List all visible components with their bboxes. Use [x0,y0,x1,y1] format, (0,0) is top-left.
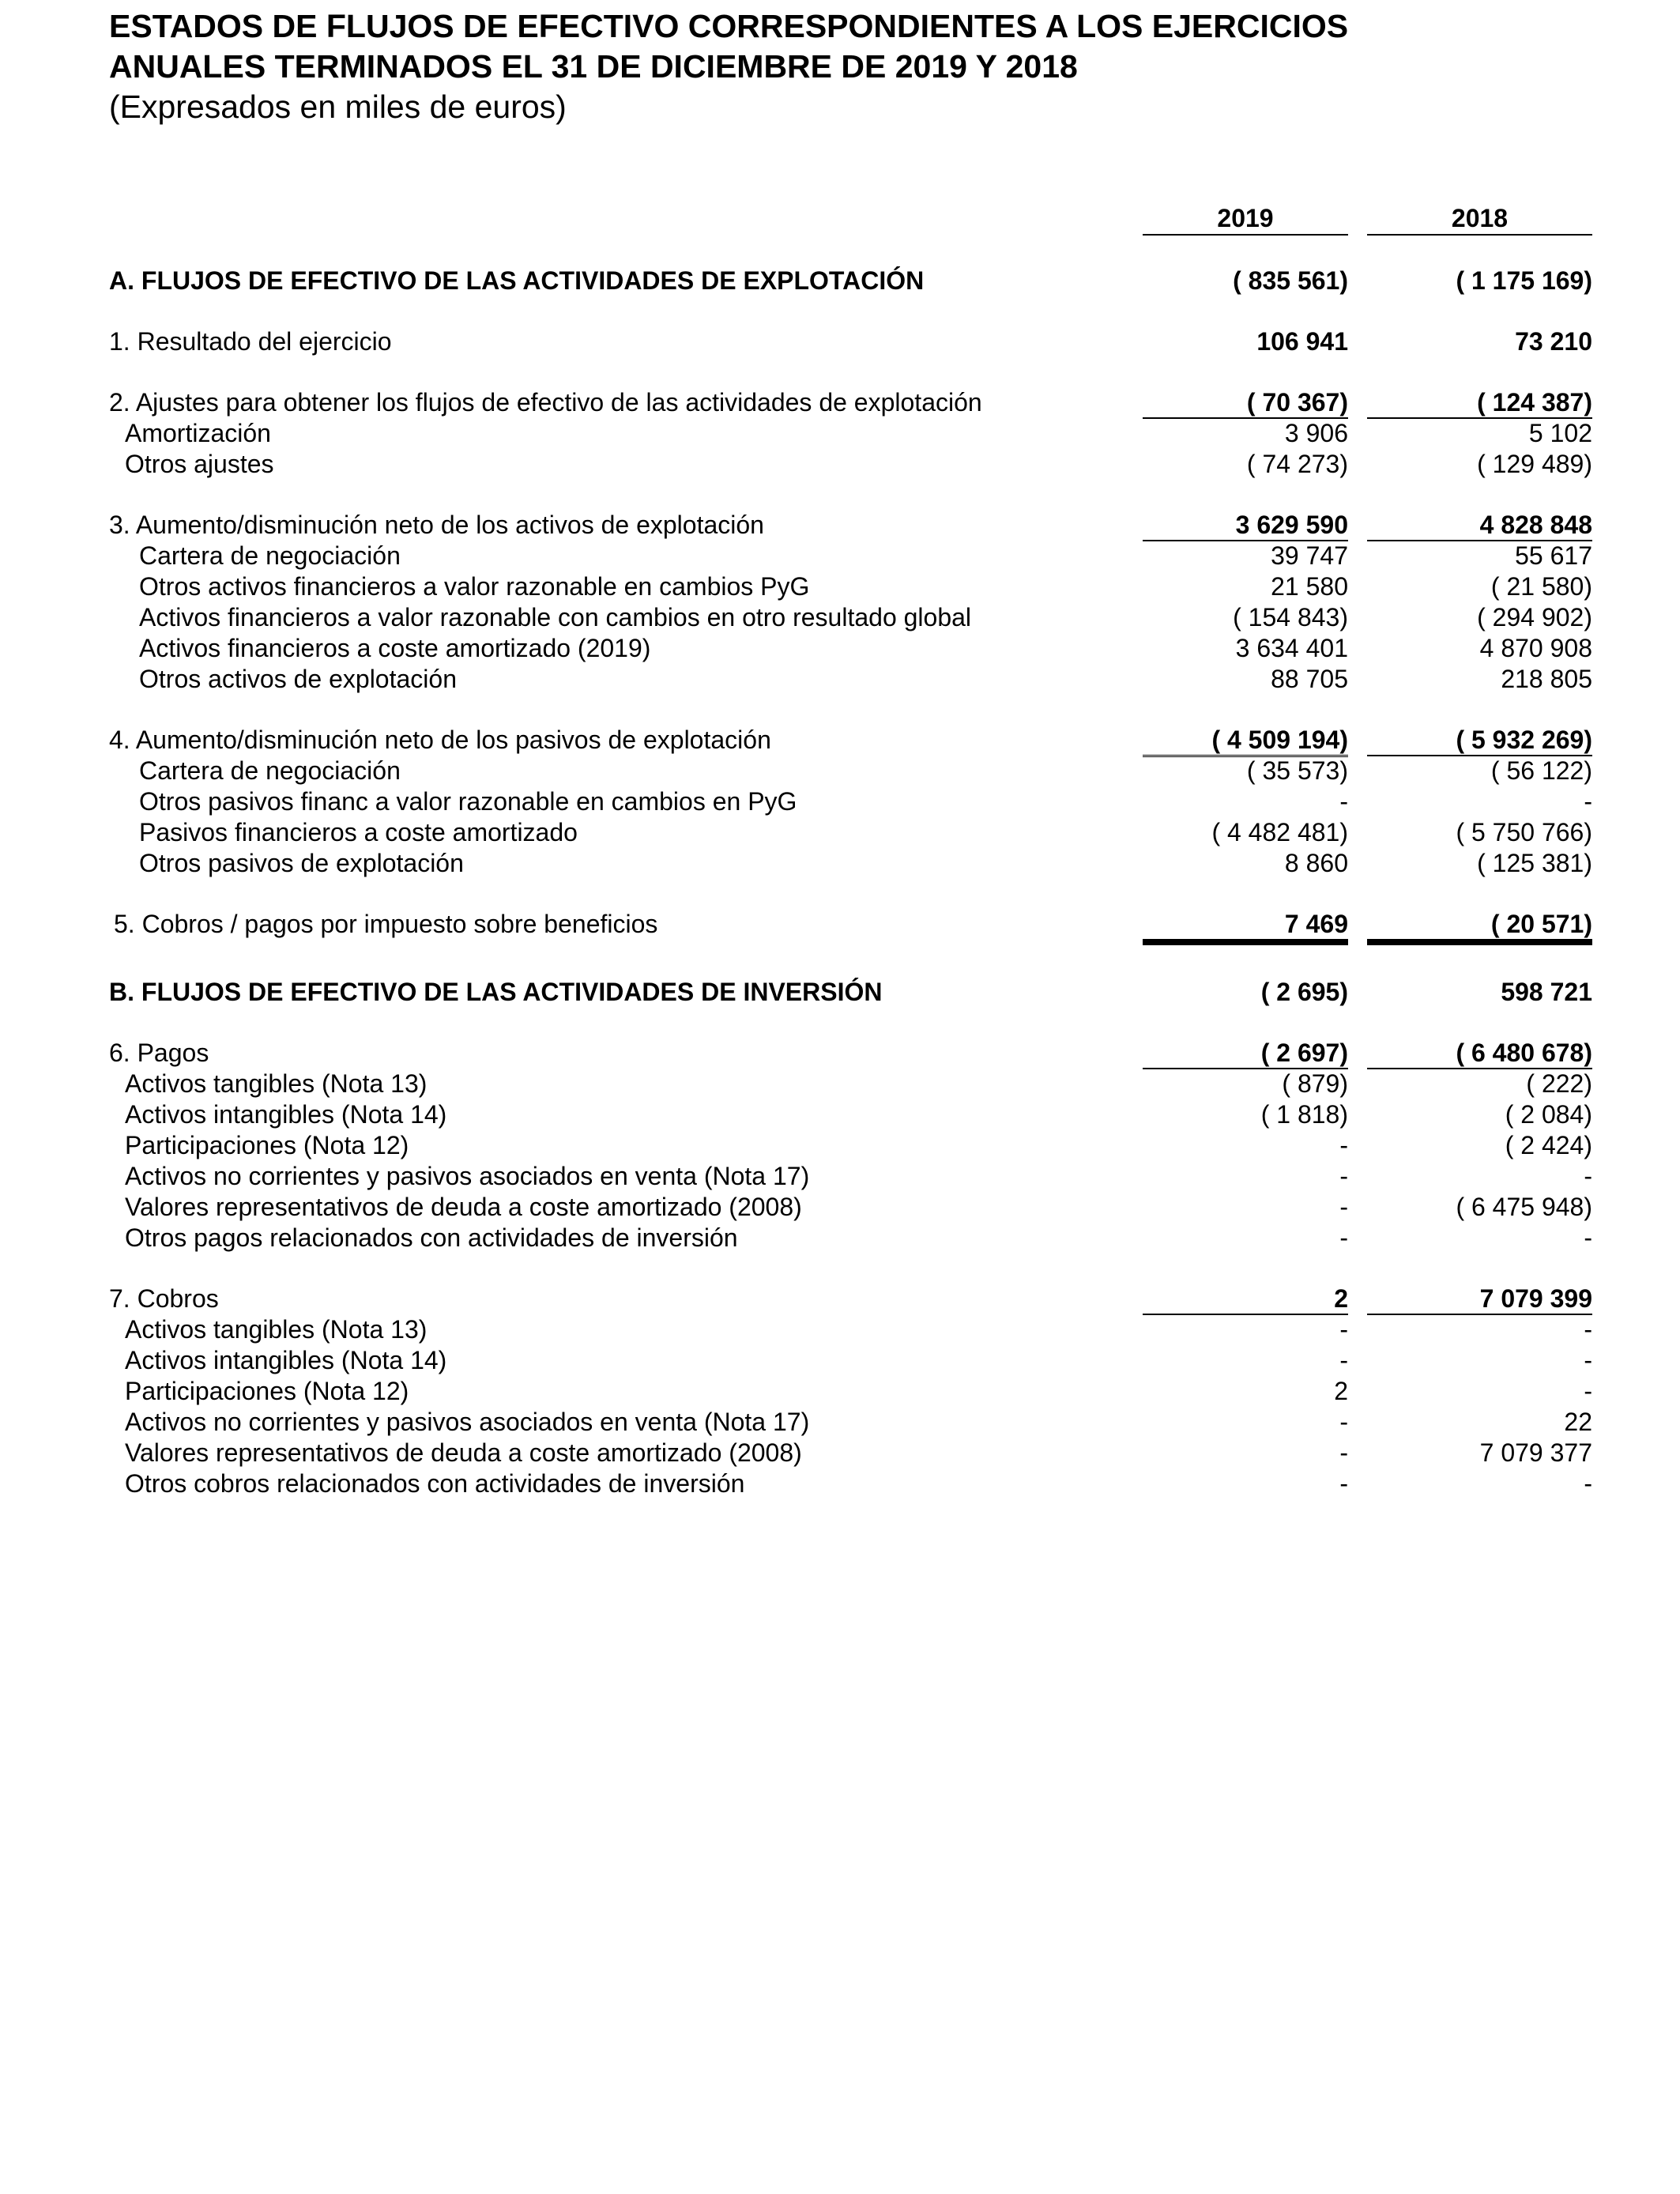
row-label: Otros activos financieros a valor razonable en cambios PyG [139,572,810,601]
table-row [0,1130,1680,1160]
table-row [0,449,1680,479]
value-2019: ( 4 509 194) [1143,725,1348,757]
value-2018: - [1584,1346,1592,1374]
table-row [0,1161,1680,1191]
value-2018: - [1584,1162,1592,1190]
row-label: Otros activos de explotación [139,665,457,693]
value-2019: - [1339,1223,1348,1252]
value-2019: - [1339,1162,1348,1190]
row-label: Activos financieros a valor razonable con cambios en otro resultado global [139,603,972,631]
row-label: Pasivos financieros a coste amortizado [139,818,578,846]
row-label: 2. Ajustes para obtener los flujos de efectivo de las actividades de explotación [109,388,982,417]
row-label: Participaciones (Nota 12) [125,1377,409,1405]
table-row [0,1192,1680,1222]
value-2019: ( 879) [1282,1069,1348,1098]
value-2018: ( 294 902) [1477,603,1592,631]
value-2018: 218 805 [1501,665,1592,693]
table-row [0,602,1680,632]
value-2019: 8 860 [1284,849,1348,877]
value-2019: ( 2 695) [1260,978,1348,1006]
value-2018: ( 5 750 766) [1456,818,1592,846]
value-2018: ( 2 424) [1505,1131,1592,1159]
value-2018: 73 210 [1515,327,1592,356]
value-2018: ( 222) [1526,1069,1592,1098]
row-label: Activos intangibles (Nota 14) [125,1346,447,1374]
value-2018: ( 21 580) [1490,572,1592,601]
table-row [0,817,1680,847]
value-2018: ( 124 387) [1367,387,1592,419]
value-2019: 3 629 590 [1143,510,1348,541]
value-2018: ( 56 122) [1490,756,1592,785]
value-2019: 3 906 [1284,419,1348,447]
value-2019: - [1339,1438,1348,1467]
value-2019: 39 747 [1271,541,1348,570]
table-row [0,1284,1680,1314]
value-2019: ( 4 482 481) [1211,818,1348,846]
value-2019: - [1339,1131,1348,1159]
year-2019-header: 2019 [1143,202,1348,236]
row-label: Otros pasivos de explotación [139,849,464,877]
row-label: Otros pagos relacionados con actividades de inversión [125,1223,738,1252]
row-label: Otros ajustes [125,450,274,478]
value-2019: 3 634 401 [1235,634,1348,662]
value-2019: ( 835 561) [1233,266,1348,295]
table-row [0,1376,1680,1406]
table-row [0,1345,1680,1375]
row-label: A. FLUJOS DE EFECTIVO DE LAS ACTIVIDADES DE EXPLOTACIÓN [109,266,925,295]
value-2019: ( 154 843) [1233,603,1348,631]
value-2018: ( 129 489) [1477,450,1592,478]
table-row [0,541,1680,571]
value-2018: ( 6 475 948) [1456,1193,1592,1221]
value-2019: 88 705 [1271,665,1348,693]
table-row [0,387,1680,417]
row-label: Activos no corrientes y pasivos asociados en venta (Nota 17) [125,1408,810,1436]
row-label: 1. Resultado del ejercicio [109,327,392,356]
row-label: 6. Pagos [109,1039,209,1067]
subtitle: (Expresados en miles de euros) [109,89,567,125]
value-2018: 4 870 908 [1479,634,1592,662]
row-label: Activos no corrientes y pasivos asociados en venta (Nota 17) [125,1162,810,1190]
row-label: Activos financieros a coste amortizado (2019) [139,634,651,662]
row-label: Activos tangibles (Nota 13) [125,1069,428,1098]
document-header [109,6,1348,127]
year-header [0,202,1680,237]
row-label: 3. Aumento/disminución neto de los activos de explotación [109,511,764,539]
row-label: 5. Cobros / pagos por impuesto sobre beneficios [114,910,658,938]
table-row [0,1468,1680,1498]
value-2018: 598 721 [1501,978,1592,1006]
value-2019: 2 [1143,1284,1348,1315]
value-2019: - [1339,1408,1348,1436]
table-row [0,977,1680,1007]
value-2018: 22 [1564,1408,1592,1436]
value-2018: 55 617 [1515,541,1592,570]
year-2018-header: 2018 [1367,202,1592,236]
value-2018: - [1584,1315,1592,1344]
table-row [0,1223,1680,1253]
table-row [0,1038,1680,1068]
value-2018: ( 125 381) [1477,849,1592,877]
value-2019: 7 469 [1143,909,1348,945]
row-label: Amortización [125,419,271,447]
table-row [0,510,1680,540]
table-row [0,664,1680,694]
value-2019: 106 941 [1256,327,1348,356]
value-2018: 7 079 399 [1367,1284,1592,1315]
table-row [0,418,1680,448]
row-label: 4. Aumento/disminución neto de los pasivos de explotación [109,726,771,754]
table-row [0,1099,1680,1129]
table-row [0,725,1680,755]
value-2019: ( 2 697) [1143,1038,1348,1069]
row-label: 7. Cobros [109,1284,219,1313]
value-2018: ( 20 571) [1367,909,1592,945]
value-2019: 2 [1334,1377,1348,1405]
table-row [0,571,1680,601]
row-label: Otros cobros relacionados con actividades de inversión [125,1469,745,1498]
row-label: Otros pasivos financ a valor razonable en cambios en PyG [139,787,797,816]
value-2018: - [1584,787,1592,816]
table-row [0,1438,1680,1468]
table-row [0,909,1680,939]
table-row [0,633,1680,663]
value-2018: ( 2 084) [1505,1100,1592,1129]
value-2018: 5 102 [1528,419,1592,447]
value-2019: - [1339,1346,1348,1374]
value-2018: ( 6 480 678) [1367,1038,1592,1069]
value-2019: ( 35 573) [1246,756,1348,785]
value-2019: - [1339,1193,1348,1221]
value-2018: - [1584,1377,1592,1405]
title-line-2: ANUALES TERMINADOS EL 31 DE DICIEMBRE DE 2019 Y 2018 [109,48,1078,85]
table-row [0,1407,1680,1437]
row-label: Activos intangibles (Nota 14) [125,1100,447,1129]
row-label: Activos tangibles (Nota 13) [125,1315,428,1344]
title-line-1: ESTADOS DE FLUJOS DE EFECTIVO CORRESPONDIENTES A LOS EJERCICIOS [109,8,1349,44]
table-row [0,326,1680,356]
value-2018: ( 5 932 269) [1367,725,1592,756]
value-2019: ( 1 818) [1260,1100,1348,1129]
value-2018: - [1584,1223,1592,1252]
value-2019: 21 580 [1271,572,1348,601]
row-label: Valores representativos de deuda a coste amortizado (2008) [125,1438,802,1467]
table-row [0,1069,1680,1099]
table-row [0,756,1680,786]
value-2018: 7 079 377 [1479,1438,1592,1467]
table-row [0,786,1680,816]
row-label: Cartera de negociación [139,541,401,570]
value-2018: - [1584,1469,1592,1498]
value-2019: - [1339,1315,1348,1344]
table-row [0,266,1680,296]
value-2019: ( 74 273) [1246,450,1348,478]
table-row [0,1314,1680,1344]
row-label: Cartera de negociación [139,756,401,785]
value-2018: ( 1 175 169) [1456,266,1592,295]
table-row [0,848,1680,878]
row-label: Valores representativos de deuda a coste amortizado (2008) [125,1193,802,1221]
value-2019: ( 70 367) [1143,387,1348,419]
row-label: B. FLUJOS DE EFECTIVO DE LAS ACTIVIDADES DE INVERSIÓN [109,978,883,1006]
value-2019: - [1339,1469,1348,1498]
row-label: Participaciones (Nota 12) [125,1131,409,1159]
value-2018: 4 828 848 [1367,510,1592,541]
value-2019: - [1339,787,1348,816]
